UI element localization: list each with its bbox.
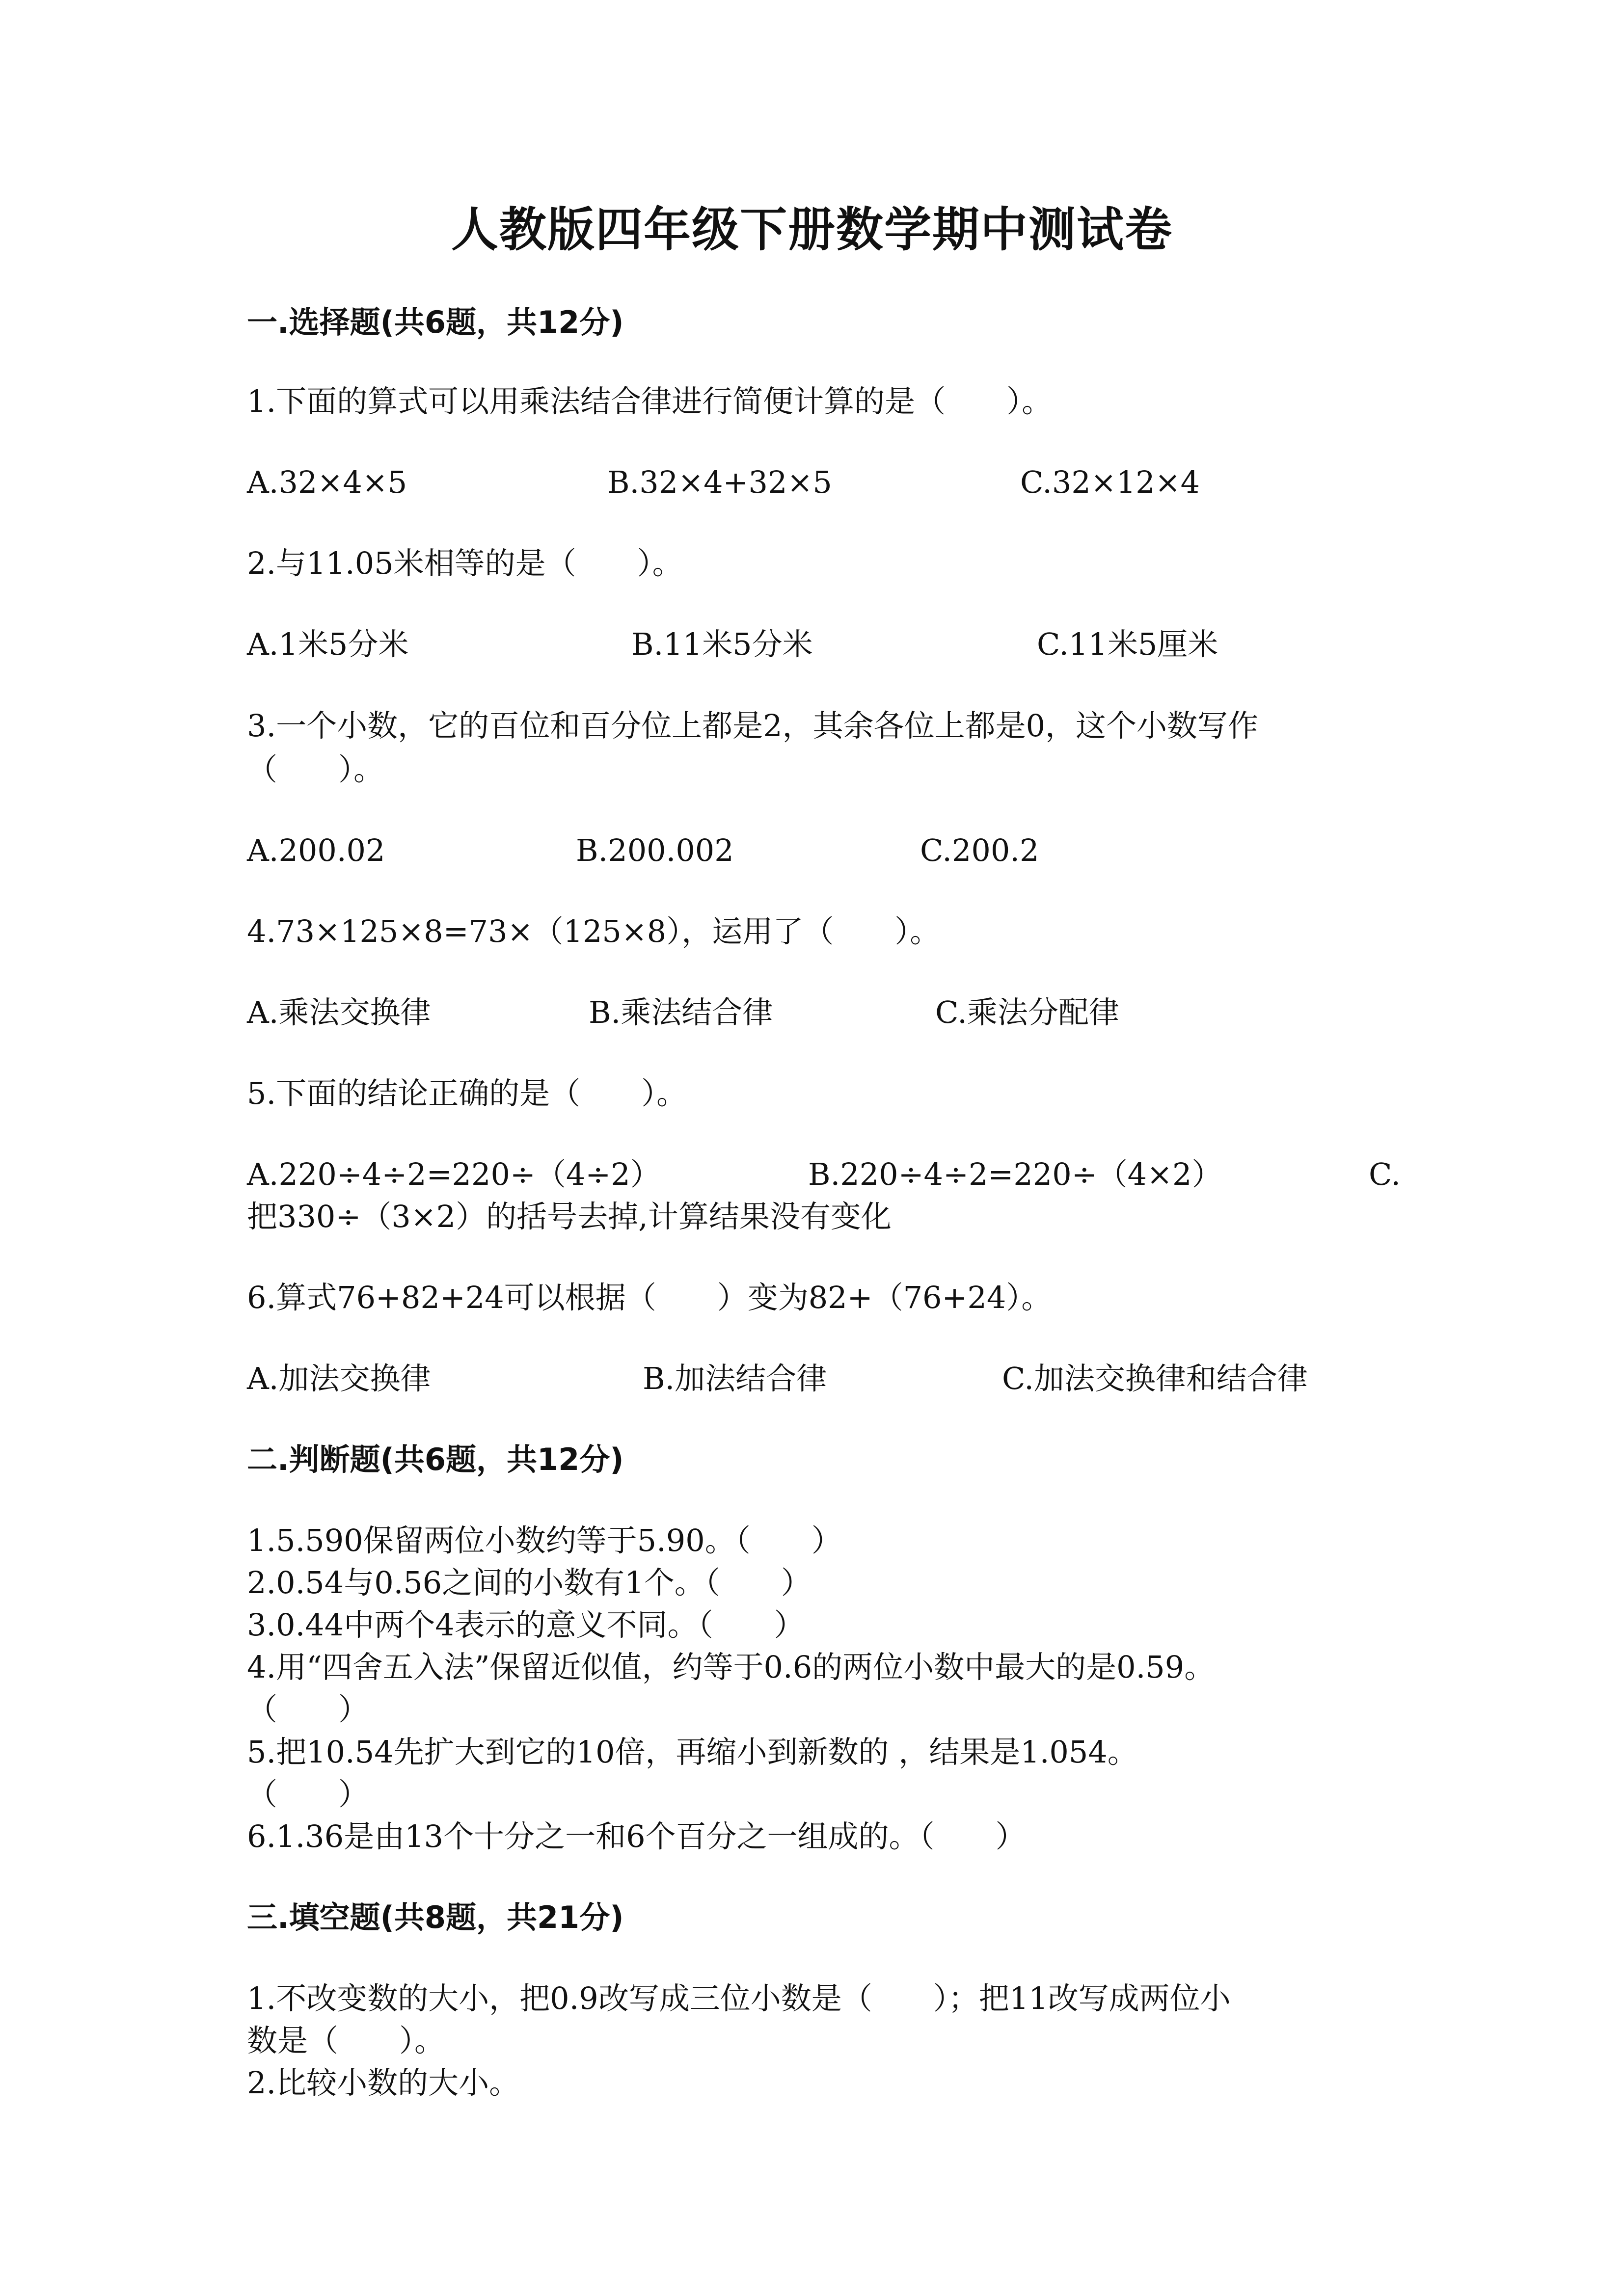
judge-item: 6.1.36是由13个十分之一和6个百分之一组成的。（ ） (247, 1818, 1026, 1854)
question-text: 6.算式76+82+24可以根据（ ）变为82+（76+24）。 (247, 1280, 1052, 1315)
judge-item-cont: （ ） (247, 1691, 369, 1727)
option-a: A.1米5分米 (247, 626, 409, 662)
section-heading-judge: 二.判断题(共6题，共12分) (247, 1442, 624, 1477)
section-heading-choice: 一.选择题(共6题，共12分) (247, 304, 624, 340)
option-b: B.220÷4÷2=220÷（4×2） (808, 1156, 1222, 1192)
option-a: A.乘法交换律 (247, 994, 431, 1030)
fill-item-cont: 数是（ ）。 (247, 2023, 445, 2058)
option-a: A.32×4×5 (247, 464, 407, 500)
option-c-text: 把330÷（3×2）的括号去掉,计算结果没有变化 (247, 1199, 892, 1234)
judge-item: 1.5.590保留两位小数约等于5.90。（ ） (247, 1522, 842, 1558)
fill-item: 1.不改变数的大小，把0.9改写成三位小数是（ ）；把11改写成两位小 (247, 1980, 1231, 2016)
question-text: 1.下面的算式可以用乘法结合律进行简便计算的是（ ）。 (247, 383, 1053, 419)
option-b: B.加法结合律 (643, 1361, 827, 1396)
option-c: C.200.2 (920, 832, 1039, 868)
section-heading-fill: 三.填空题(共8题，共21分) (247, 1899, 624, 1935)
question-text: 2.与11.05米相等的是（ ）。 (247, 545, 683, 581)
option-b: B.32×4+32×5 (607, 464, 832, 500)
judge-item-cont: （ ） (247, 1776, 369, 1812)
judge-item: 5.把10.54先扩大到它的10倍，再缩小到新数的 ，结果是1.054。 (247, 1734, 1138, 1770)
option-a: A.200.02 (247, 832, 385, 868)
option-b: B.200.002 (576, 832, 734, 868)
question-text: 5.下面的结论正确的是（ ）。 (247, 1075, 687, 1111)
option-c: C.32×12×4 (1020, 464, 1200, 500)
page-title: 人教版四年级下册数学期中测试卷 (451, 202, 1173, 257)
judge-item: 4.用“四舍五入法”保留近似值，约等于0.6的两位小数中最大的是0.59。 (247, 1649, 1215, 1685)
fill-item: 2.比较小数的大小。 (247, 2065, 520, 2101)
question-text: 3.一个小数，它的百位和百分位上都是2，其余各位上都是0，这个小数写作 (247, 708, 1259, 744)
option-c: C.乘法分配律 (935, 994, 1119, 1030)
option-a: A.加法交换律 (247, 1361, 431, 1396)
option-c: C.加法交换律和结合律 (1002, 1361, 1308, 1396)
judge-item: 2.0.54与0.56之间的小数有1个。（ ） (247, 1565, 812, 1601)
option-c: C. (1369, 1156, 1401, 1192)
option-b: B.11米5分米 (631, 626, 813, 662)
option-c: C.11米5厘米 (1037, 626, 1218, 662)
question-text: 4.73×125×8=73×（125×8），运用了（ ）。 (247, 913, 941, 949)
option-a: A.220÷4÷2=220÷（4÷2） (247, 1156, 661, 1192)
option-b: B.乘法结合律 (589, 994, 773, 1030)
judge-item: 3.0.44中两个4表示的意义不同。（ ） (247, 1607, 805, 1643)
question-text-cont: （ ）。 (247, 751, 384, 787)
